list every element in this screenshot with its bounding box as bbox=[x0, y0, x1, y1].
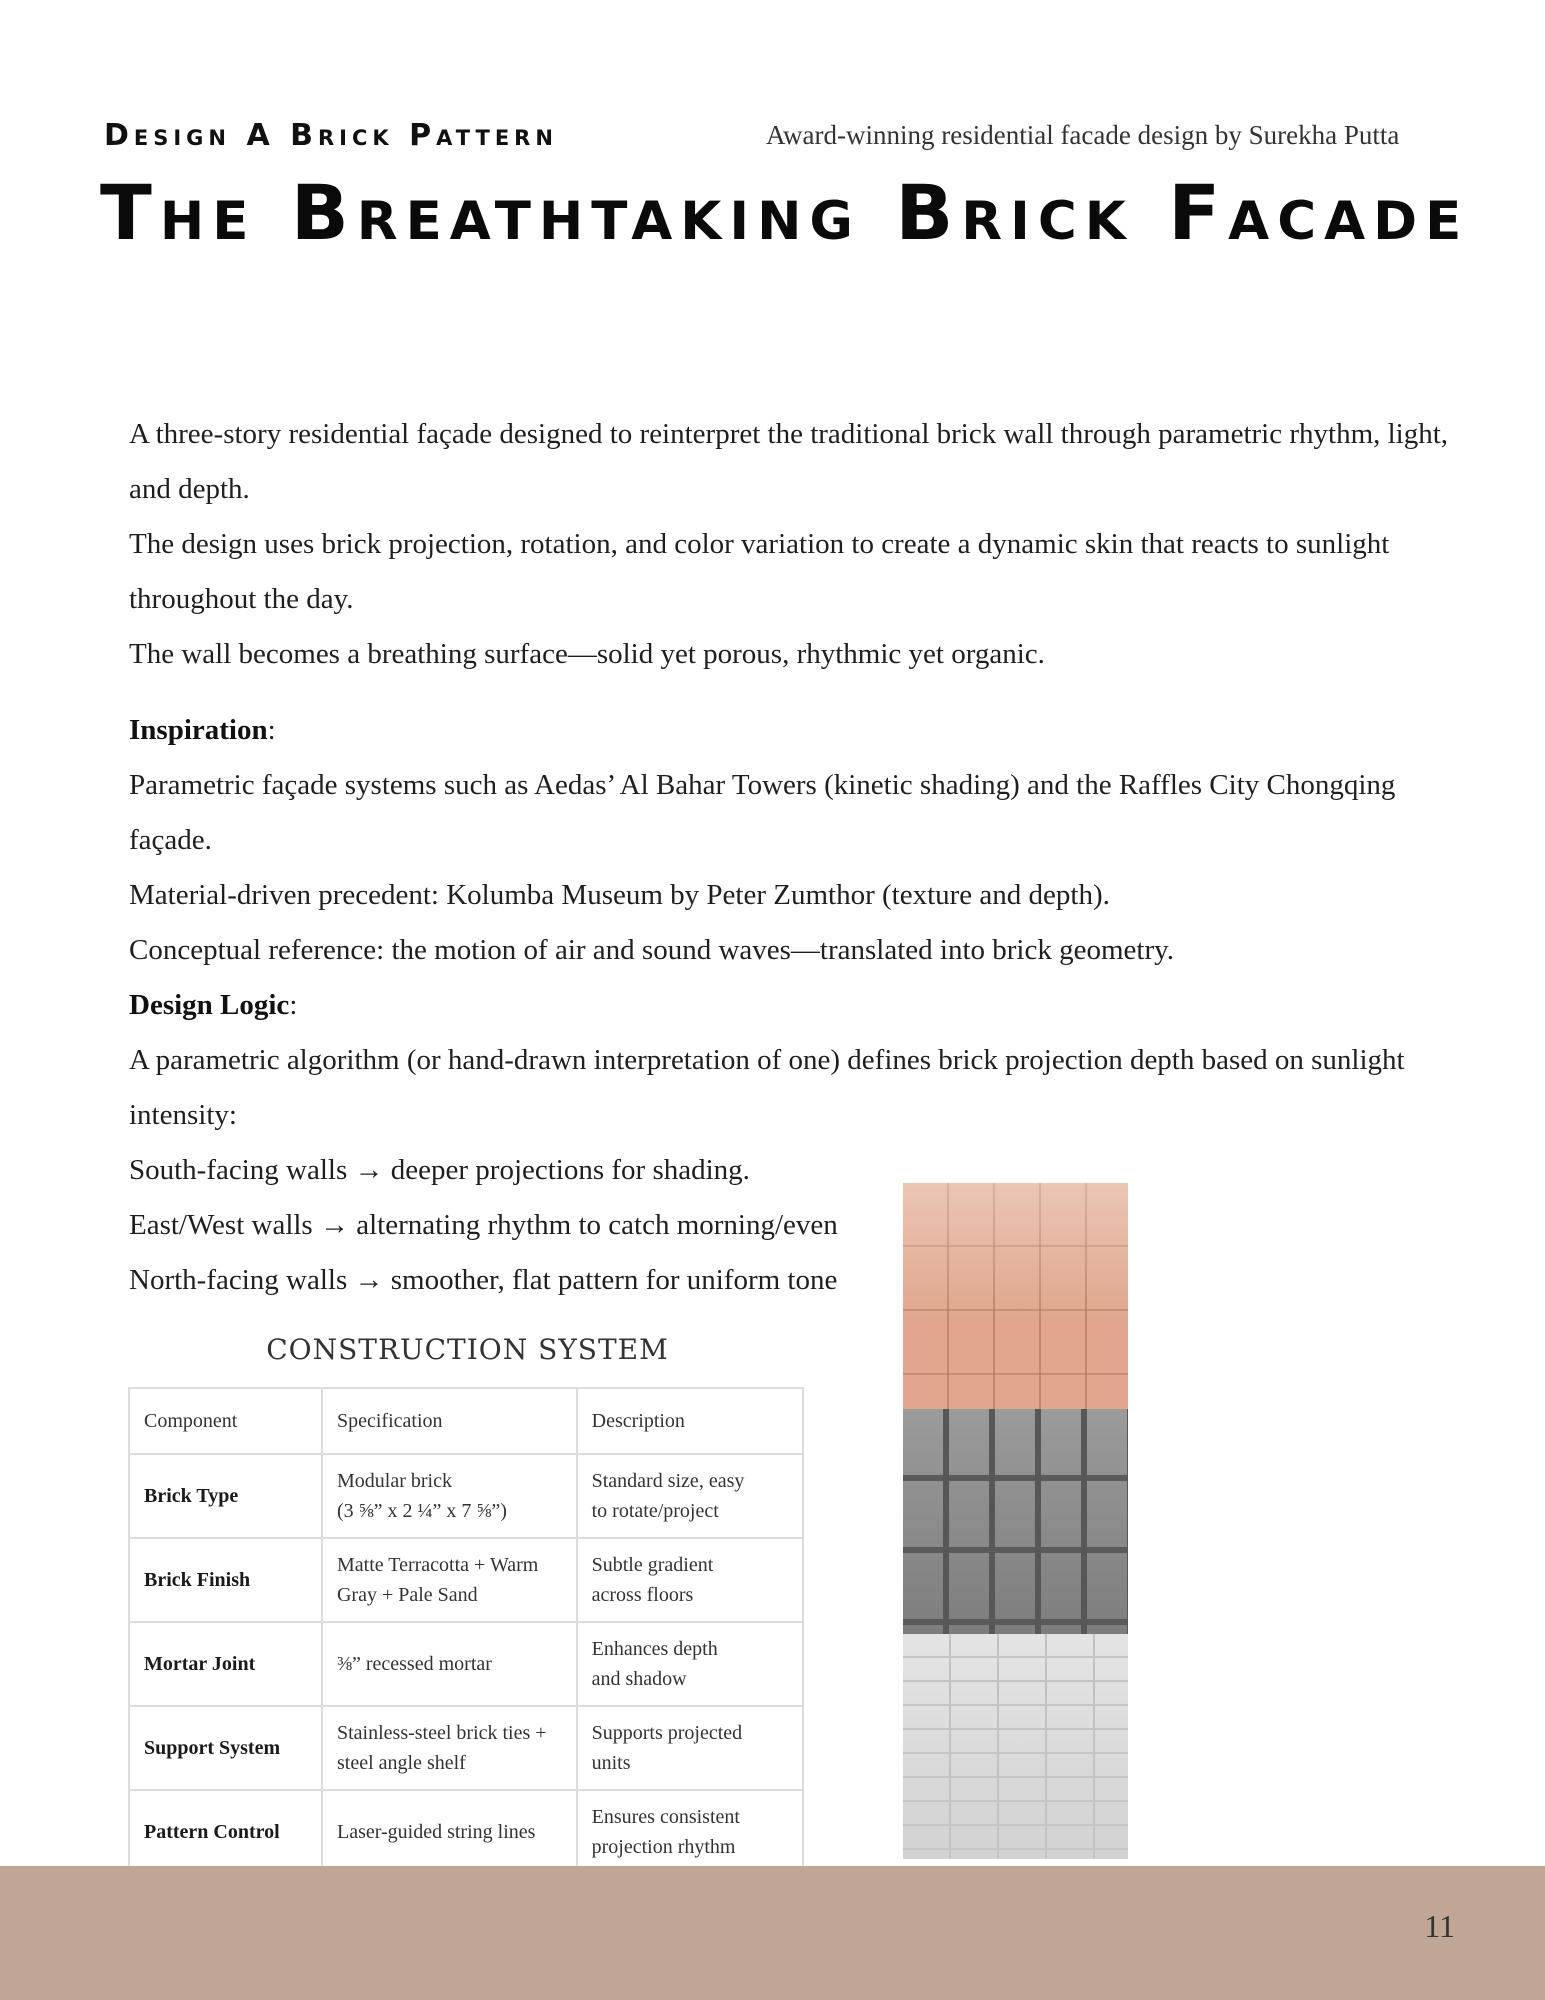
row-component: Support System bbox=[129, 1706, 322, 1790]
desc-line: units bbox=[591, 1752, 631, 1774]
byline: Award-winning residential facade design by Surekha Putta bbox=[766, 120, 1400, 150]
gray-brick-swatch bbox=[903, 1409, 1128, 1634]
desc-line: Ensures consistent bbox=[591, 1806, 740, 1828]
construction-table bbox=[128, 1387, 804, 1875]
row-component: Pattern Control bbox=[129, 1790, 322, 1874]
pale-brick-swatch bbox=[903, 1634, 1128, 1859]
spec-line: Modular brick bbox=[336, 1470, 452, 1492]
table-row bbox=[129, 1538, 803, 1622]
row-component: Brick Finish bbox=[129, 1538, 322, 1622]
design-logic-line: East/West walls → alternating rhythm to catch morning/even bbox=[129, 1209, 838, 1241]
table-header-row bbox=[129, 1388, 803, 1454]
row-desc bbox=[577, 1622, 803, 1706]
desc-line: and shadow bbox=[591, 1668, 687, 1690]
row-spec bbox=[322, 1790, 577, 1874]
desc-line: Standard size, easy bbox=[591, 1470, 745, 1492]
spec-line: ⅜” recessed mortar bbox=[336, 1653, 492, 1675]
terracotta-brick-swatch bbox=[903, 1183, 1128, 1409]
design-logic-line: South-facing walls → deeper projections for shading. bbox=[129, 1154, 750, 1186]
table-row bbox=[129, 1790, 803, 1874]
intro-paragraph: The design uses brick projection, rotation, and color variation to create a dynamic skin that reacts to sunlight throughout the day. bbox=[129, 528, 1390, 615]
desc-line: Subtle gradient bbox=[591, 1554, 714, 1576]
construction-title: CONSTRUCTION SYSTEM bbox=[266, 1333, 669, 1366]
header-component: Component bbox=[129, 1388, 322, 1454]
spec-line: Matte Terracotta + Warm bbox=[336, 1554, 539, 1576]
row-desc bbox=[577, 1538, 803, 1622]
header-description: Description bbox=[577, 1388, 803, 1454]
row-desc bbox=[577, 1790, 803, 1874]
design-logic-line: A parametric algorithm (or hand-drawn interpretation of one) defines brick projection depth based on sunlight intensity: bbox=[129, 1044, 1405, 1131]
table-row bbox=[129, 1706, 803, 1790]
inspiration-heading-line: Inspiration: bbox=[129, 714, 276, 746]
row-spec bbox=[322, 1454, 577, 1538]
row-desc bbox=[577, 1454, 803, 1538]
intro-paragraph: The wall becomes a breathing surface—solid yet porous, rhythmic yet organic. bbox=[129, 638, 1045, 670]
spec-line: Stainless-steel brick ties + bbox=[336, 1722, 547, 1744]
spec-line: (3 ⅝” x 2 ¼” x 7 ⅝”) bbox=[336, 1500, 507, 1522]
page-title: The Breathtaking Brick Facade bbox=[100, 168, 1470, 257]
inspiration-line: Conceptual reference: the motion of air and sound waves—translated into brick geometry. bbox=[129, 934, 1174, 966]
brick-swatches bbox=[903, 1183, 1128, 1859]
section-kicker: Design A Brick Pattern bbox=[104, 118, 558, 153]
intro-paragraph: A three-story residential façade designed to reinterpret the traditional brick wall through parametric rhythm, light, and depth. bbox=[129, 418, 1449, 505]
inspiration-line: Parametric façade systems such as Aedas’ Al Bahar Towers (kinetic shading) and the Raffles City Chongqing façade. bbox=[129, 769, 1396, 856]
intro-text bbox=[129, 407, 1449, 682]
design-logic-heading-line: Design Logic: bbox=[129, 989, 298, 1021]
inspiration-heading: Inspiration bbox=[129, 714, 268, 746]
desc-line: across floors bbox=[591, 1584, 694, 1606]
table-row bbox=[129, 1454, 803, 1538]
table-row bbox=[129, 1622, 803, 1706]
spec-line: steel angle shelf bbox=[336, 1752, 466, 1774]
design-logic-heading: Design Logic bbox=[129, 989, 290, 1021]
row-component: Mortar Joint bbox=[129, 1622, 322, 1706]
desc-line: projection rhythm bbox=[591, 1836, 736, 1858]
header-specification: Specification bbox=[322, 1388, 577, 1454]
row-spec bbox=[322, 1706, 577, 1790]
row-spec bbox=[322, 1538, 577, 1622]
design-logic-line: North-facing walls → smoother, flat pattern for uniform tone bbox=[129, 1264, 838, 1296]
spec-line: Laser-guided string lines bbox=[336, 1821, 536, 1843]
inspiration-line: Material-driven precedent: Kolumba Museum by Peter Zumthor (texture and depth). bbox=[129, 879, 1110, 911]
spec-line: Gray + Pale Sand bbox=[336, 1584, 478, 1606]
desc-line: Supports projected bbox=[591, 1722, 743, 1744]
inspiration-and-logic bbox=[129, 703, 1449, 1308]
row-spec bbox=[322, 1622, 577, 1706]
desc-line: to rotate/project bbox=[591, 1500, 719, 1522]
page-number: 11 bbox=[1424, 1908, 1455, 1944]
row-component: Brick Type bbox=[129, 1454, 322, 1538]
footer-band bbox=[0, 1866, 1545, 2000]
desc-line: Enhances depth bbox=[591, 1638, 718, 1660]
row-desc bbox=[577, 1706, 803, 1790]
